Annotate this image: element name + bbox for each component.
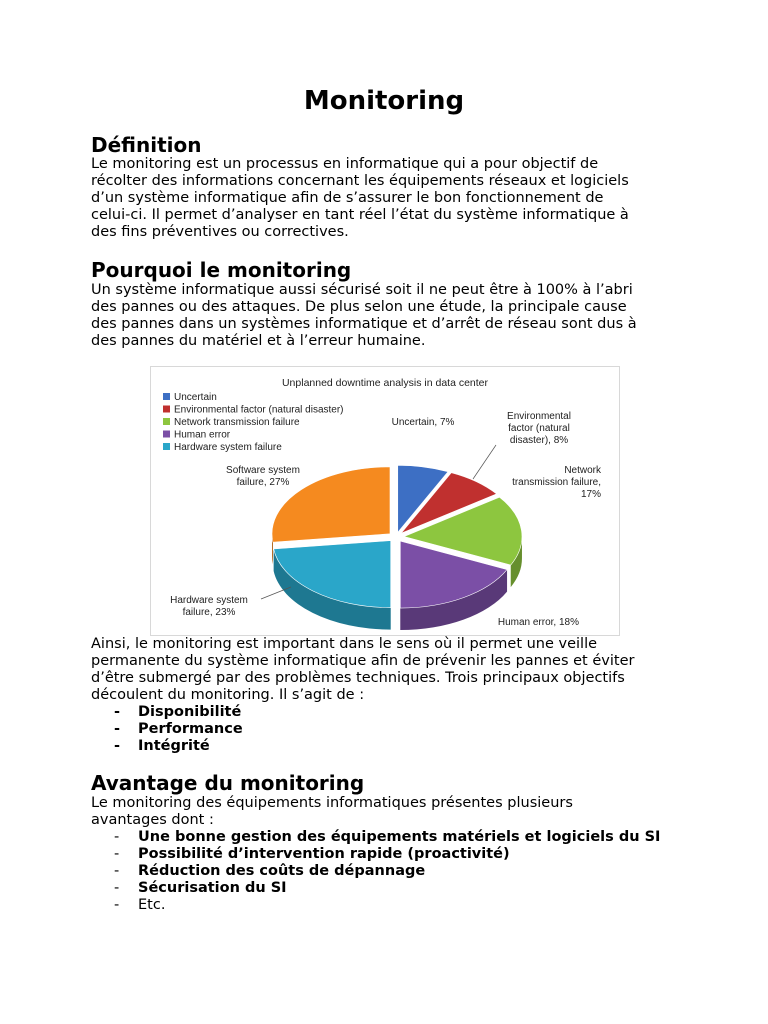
objectives-intro-line: découlent du monitoring. Il s’agit de : bbox=[91, 687, 365, 703]
slice-leader-line bbox=[473, 445, 496, 479]
legend-swatch bbox=[163, 443, 170, 450]
bullet-dash: - bbox=[114, 721, 121, 737]
advantages-line: Le monitoring des équipements informatiques présentes plusieurs bbox=[91, 795, 573, 811]
slice-label bbox=[170, 595, 248, 618]
chart-title: Unplanned downtime analysis in data center bbox=[281, 377, 489, 389]
legend-swatch bbox=[163, 418, 170, 425]
definition-line: des fins préventives ou correctives. bbox=[91, 224, 349, 240]
list-item: - Intégrité bbox=[114, 738, 210, 754]
objectives-intro-line: Ainsi, le monitoring est important dans le sens où il permet une veille bbox=[91, 636, 598, 652]
list-item: - Réduction des coûts de dépannage bbox=[114, 863, 426, 879]
list-item: - Une bonne gestion des équipements matériels et logiciels du SI bbox=[114, 829, 661, 845]
downtime-pie-chart bbox=[150, 366, 620, 636]
legend-swatch bbox=[163, 393, 170, 400]
legend-label: Network transmission failure bbox=[174, 417, 300, 428]
definition-heading: Définition bbox=[91, 133, 202, 157]
why-line: des pannes dans un systèmes informatique et d’arrêt de réseau sont dus à bbox=[91, 316, 637, 332]
pie-slice bbox=[272, 467, 390, 542]
slice-label-line: failure, 23% bbox=[182, 607, 236, 618]
slice-label-line: Environmental bbox=[507, 411, 571, 422]
list-item: - Sécurisation du SI bbox=[114, 880, 287, 896]
definition-line: celui-ci. Il permet d’analyser en tant réel l’état du système informatique à bbox=[91, 207, 629, 223]
why-paragraph bbox=[91, 282, 691, 350]
bullet-dash: - bbox=[114, 863, 120, 879]
slice-label bbox=[498, 617, 579, 628]
list-item: - Disponibilité bbox=[114, 704, 242, 720]
legend-label: Hardware system failure bbox=[174, 442, 282, 453]
objectives-intro-paragraph bbox=[91, 636, 691, 704]
legend-swatch bbox=[163, 431, 170, 438]
advantages-paragraph bbox=[91, 795, 691, 829]
slice-label-line: failure, 27% bbox=[236, 477, 290, 488]
slice-label-line: Hardware system bbox=[170, 595, 248, 606]
objectives-intro-line: permanente du système informatique afin de prévenir les pannes et éviter bbox=[91, 653, 635, 669]
bullet-dash: - bbox=[114, 738, 121, 754]
slice-label-line: Human error, 18% bbox=[497, 617, 579, 628]
definition-paragraph bbox=[91, 156, 691, 241]
pie-slices bbox=[272, 465, 522, 630]
list-item: - Performance bbox=[114, 721, 243, 737]
definition-line: d’un système informatique afin de s’assurer le bon fonctionnement de bbox=[91, 190, 604, 206]
objectives-intro-line: d’être submergé par des problèmes techniques. Trois principaux objectifs bbox=[91, 670, 625, 686]
slice-label-line: 17% bbox=[580, 489, 601, 500]
bullet-dash: - bbox=[114, 846, 120, 862]
chart-svg bbox=[151, 367, 619, 635]
list-item: - Possibilité d’intervention rapide (proactivité) bbox=[114, 846, 510, 862]
slice-label-line: transmission failure, bbox=[512, 477, 601, 488]
legend-label: Environmental factor (natural disaster) bbox=[174, 404, 344, 416]
bullet-dash: - bbox=[114, 897, 120, 913]
chart-legend bbox=[163, 392, 344, 453]
legend-label: Human error bbox=[174, 429, 231, 441]
slice-label bbox=[392, 417, 455, 428]
legend-swatch bbox=[163, 406, 170, 413]
legend-label: Uncertain bbox=[174, 392, 217, 403]
slice-label bbox=[507, 411, 571, 446]
slice-label-line: factor (natural bbox=[508, 423, 570, 434]
bullet-dash: - bbox=[114, 704, 121, 720]
list-item: - Etc. bbox=[114, 897, 166, 913]
slice-label bbox=[226, 465, 300, 488]
objectives-list bbox=[91, 704, 683, 755]
why-line: des pannes du matériel et à l’erreur humaine. bbox=[91, 333, 426, 349]
advantages-heading: Avantage du monitoring bbox=[91, 771, 365, 795]
slice-label-line: Uncertain, 7% bbox=[391, 417, 455, 428]
slice-label bbox=[512, 465, 602, 500]
page-title: Monitoring bbox=[303, 86, 465, 116]
definition-line: Le monitoring est un processus en informatique qui a pour objectif de bbox=[91, 156, 599, 172]
advantages-line: avantages dont : bbox=[91, 812, 214, 828]
bullet-dash: - bbox=[114, 880, 120, 896]
why-heading: Pourquoi le monitoring bbox=[91, 258, 352, 282]
slice-label-line: disaster), 8% bbox=[509, 435, 569, 446]
advantages-list bbox=[91, 829, 683, 914]
slice-label-line: Network bbox=[564, 465, 601, 476]
definition-line: récolter des informations concernant les équipements réseaux et logiciels bbox=[91, 173, 629, 189]
bullet-dash: - bbox=[114, 829, 120, 845]
slice-label-line: Software system bbox=[226, 465, 300, 476]
why-line: Un système informatique aussi sécurisé soit il ne peut être à 100% à l’abri bbox=[91, 282, 633, 298]
why-line: des pannes ou des attaques. De plus selon une étude, la principale cause bbox=[91, 299, 627, 315]
